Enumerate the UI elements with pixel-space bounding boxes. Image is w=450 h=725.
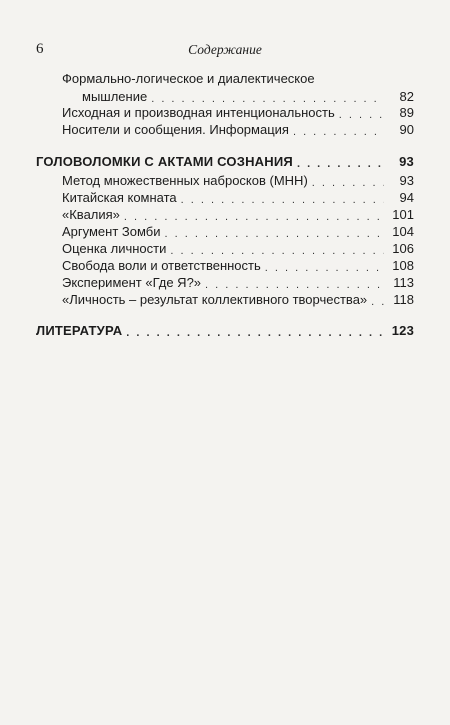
toc-entry-page: 118 bbox=[393, 292, 414, 307]
dot-leader bbox=[297, 156, 384, 172]
dot-leader bbox=[293, 124, 384, 140]
toc-entry-title: Оценка личности bbox=[62, 241, 167, 256]
toc-entry-title: Китайская комната bbox=[62, 190, 177, 205]
toc-entry-title: Метод множественных набросков (МНН) bbox=[62, 173, 308, 188]
toc-entry-title: «Квалия» bbox=[62, 207, 120, 222]
toc-entry-line1: Формально-логическое и диалектическое bbox=[62, 71, 315, 86]
toc-entry-title: «Личность – результат коллективного творчества» bbox=[62, 292, 368, 307]
section-page: 93 bbox=[399, 154, 414, 169]
toc-entry-page: 104 bbox=[392, 224, 414, 239]
toc-entry-title: Носители и сообщения. Информация bbox=[62, 122, 289, 137]
toc-entry-page: 93 bbox=[399, 173, 414, 188]
toc-entry-page: 94 bbox=[399, 190, 414, 205]
section-page: 123 bbox=[391, 323, 414, 338]
toc-entry-title: Свобода воли и ответственность bbox=[62, 258, 261, 273]
toc-entry-page: 89 bbox=[399, 105, 414, 120]
section-title: ЛИТЕРАТУРА bbox=[36, 323, 123, 338]
section-heading bbox=[36, 152, 414, 172]
toc-entry-page: 90 bbox=[399, 122, 414, 137]
toc-entry-title: Эксперимент «Где Я?» bbox=[62, 275, 202, 290]
toc-entry-page: 101 bbox=[392, 207, 414, 222]
toc-entry bbox=[62, 120, 414, 140]
page-number: 6 bbox=[36, 41, 44, 57]
toc-entry-title: мышление bbox=[82, 89, 148, 104]
toc-entry bbox=[62, 290, 414, 310]
toc-entry-page: 82 bbox=[399, 89, 414, 104]
dot-leader bbox=[126, 325, 384, 341]
toc-entry-page: 106 bbox=[392, 241, 414, 256]
running-title: Содержание bbox=[188, 42, 262, 57]
section-heading bbox=[36, 321, 414, 341]
toc-entry-title: Аргумент Зомби bbox=[62, 224, 161, 239]
toc-entry-page: 108 bbox=[392, 258, 414, 273]
toc-entry-title: Исходная и производная интенциональность bbox=[62, 105, 335, 120]
dot-leader bbox=[371, 294, 384, 310]
toc-entry-page: 113 bbox=[393, 275, 414, 290]
section-title: ГОЛОВОЛОМКИ С АКТАМИ СОЗНАНИЯ bbox=[36, 154, 293, 169]
